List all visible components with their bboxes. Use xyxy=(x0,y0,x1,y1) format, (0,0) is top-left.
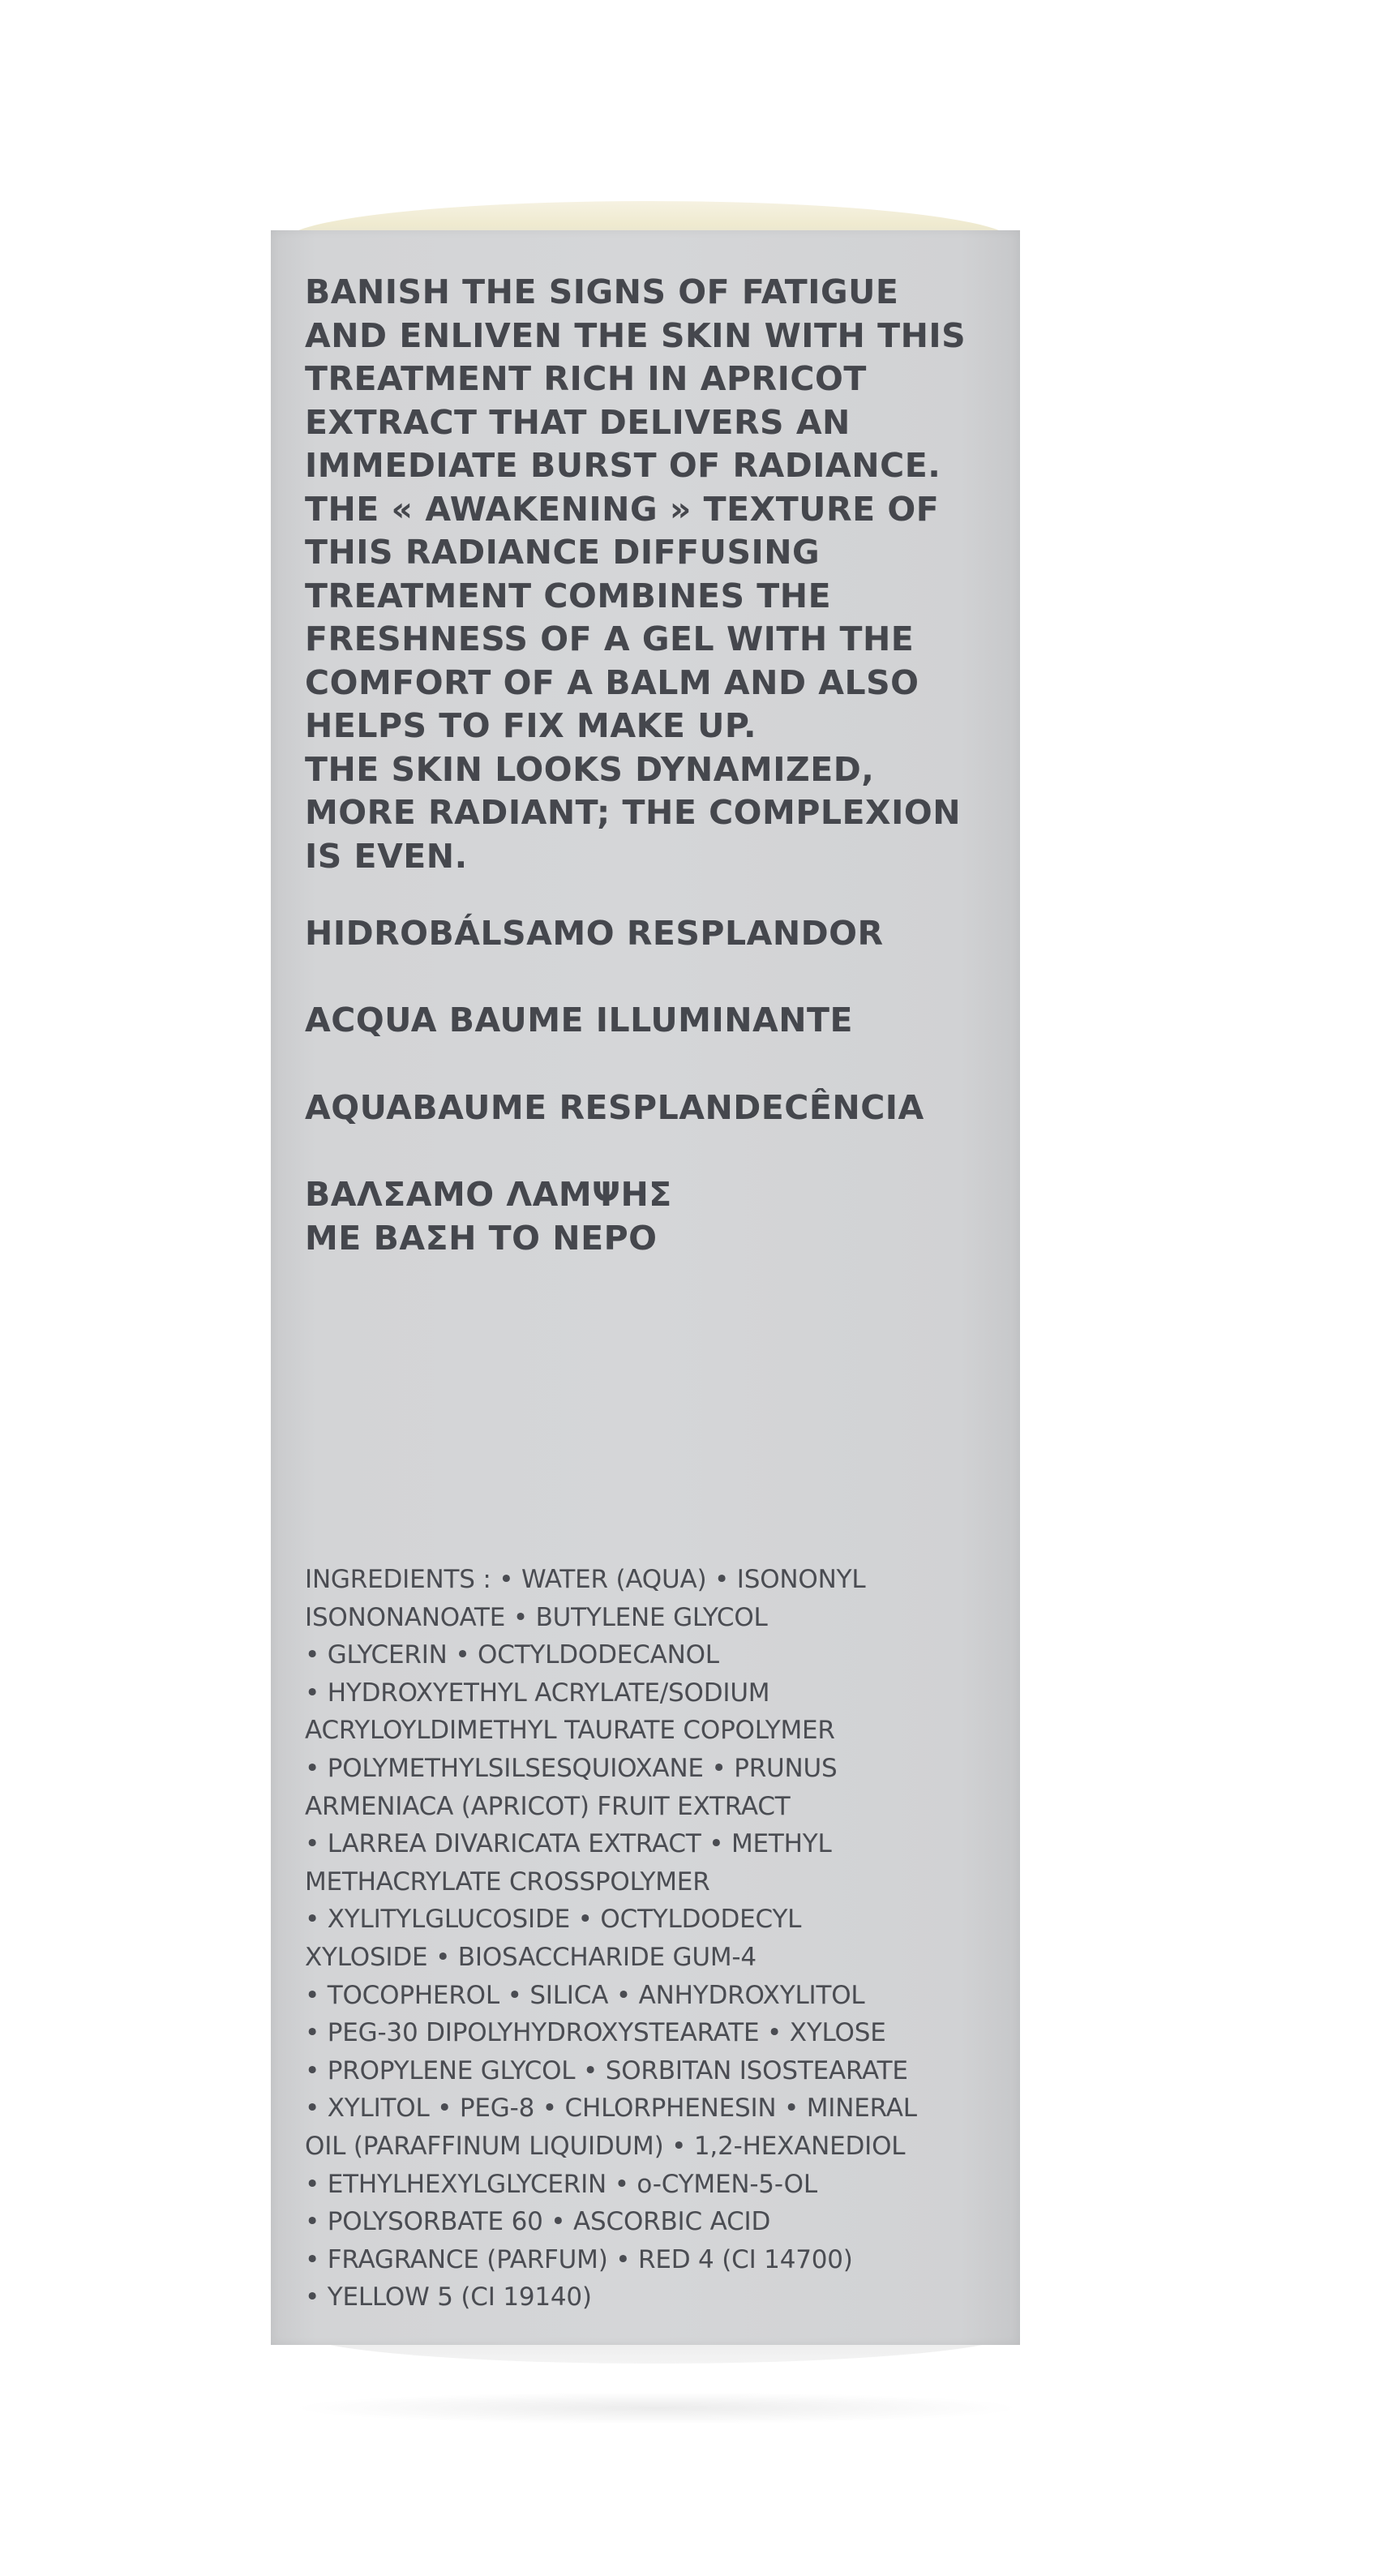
description-line: TREATMENT RICH IN APRICOT xyxy=(305,359,867,398)
ingredients-line: • XYLITYLGLUCOSIDE • OCTYLDODECYL xyxy=(305,1905,802,1935)
description-line: THE « AWAKENING » TEXTURE OF xyxy=(305,489,940,529)
ingredients-line: • PEG-30 DIPOLYHYDROXYSTEARATE • XYLOSE xyxy=(305,2018,886,2048)
ingredients-line: • FRAGRANCE (PARFUM) • RED 4 (CI 14700) xyxy=(305,2244,853,2274)
description-line: COMFORT OF A BALM AND ALSO xyxy=(305,662,919,702)
description-line: THIS RADIANCE DIFFUSING xyxy=(305,533,821,572)
description-line: BANISH THE SIGNS OF FATIGUE xyxy=(305,272,899,311)
ingredients-line: ISONONANOATE • BUTYLENE GLYCOL xyxy=(305,1602,768,1632)
box-floor-shadow xyxy=(292,2392,1022,2424)
description-line: HELPS TO FIX MAKE UP. xyxy=(305,706,757,745)
ingredients-line: • PROPYLENE GLYCOL • SORBITAN ISOSTEARATE xyxy=(305,2055,908,2085)
greek-name-line-1: ΒΑΛΣΑΜΟ ΛΑΜΨΗΣ xyxy=(305,1175,672,1214)
description-line: AND ENLIVEN THE SKIN WITH THIS xyxy=(305,315,967,355)
ingredients-line: • YELLOW 5 (CI 19140) xyxy=(305,2282,592,2312)
product-name-spanish: HIDROBÁLSAMO RESPLANDOR xyxy=(305,914,884,953)
ingredients-line: • TOCOPHEROL • SILICA • ANHYDROXYLITOL xyxy=(305,1980,865,2010)
description-line: MORE RADIANT; THE COMPLEXION xyxy=(305,793,962,832)
product-name-italian: ACQUA BAUME ILLUMINANTE xyxy=(305,1001,854,1039)
description-line: THE SKIN LOOKS DYNAMIZED, xyxy=(305,749,875,789)
description-line: FRESHNESS OF A GEL WITH THE xyxy=(305,619,915,658)
ingredients-line: ACRYLOYLDIMETHYL TAURATE COPOLYMER xyxy=(305,1716,835,1746)
ingredients-line: • LARREA DIVARICATA EXTRACT • METHYL xyxy=(305,1829,832,1859)
description-line: IS EVEN. xyxy=(305,836,468,876)
ingredients-line: • HYDROXYETHYL ACRYLATE/SODIUM xyxy=(305,1678,770,1708)
ingredients-line: • GLYCERIN • OCTYLDODECANOL xyxy=(305,1640,719,1670)
description-line: EXTRACT THAT DELIVERS AN xyxy=(305,402,851,442)
description-line: TREATMENT COMBINES THE xyxy=(305,576,832,615)
greek-name-line-2: ΜΕ ΒΑΣΗ ΤΟ ΝΕΡΟ xyxy=(305,1218,658,1258)
product-name-greek xyxy=(305,1173,672,1260)
ingredients-line: INGREDIENTS : • WATER (AQUA) • ISONONYL xyxy=(305,1565,866,1594)
ingredients-line: OIL (PARAFFINUM LIQUIDUM) • 1,2-HEXANEDIOL xyxy=(305,2131,906,2161)
description-line: IMMEDIATE BURST OF RADIANCE. xyxy=(305,446,941,485)
ingredients-line: METHACRYLATE CROSSPOLYMER xyxy=(305,1867,710,1897)
ingredients-list xyxy=(305,1561,986,2317)
ingredients-line: ARMENIACA (APRICOT) FRUIT EXTRACT xyxy=(305,1791,791,1821)
ingredients-line: • ETHYLHEXYLGLYCERIN • o-CYMEN-5-OL xyxy=(305,2169,817,2199)
ingredients-line: • POLYMETHYLSILSESQUIOXANE • PRUNUS xyxy=(305,1753,838,1783)
product-description xyxy=(305,271,1002,878)
ingredients-line: • POLYSORBATE 60 • ASCORBIC ACID xyxy=(305,2207,771,2237)
ingredients-line: XYLOSIDE • BIOSACCHARIDE GUM-4 xyxy=(305,1942,757,1972)
product-name-portuguese: AQUABAUME RESPLANDECÊNCIA xyxy=(305,1088,924,1127)
ingredients-line: • XYLITOL • PEG-8 • CHLORPHENESIN • MINERAL xyxy=(305,2094,917,2124)
